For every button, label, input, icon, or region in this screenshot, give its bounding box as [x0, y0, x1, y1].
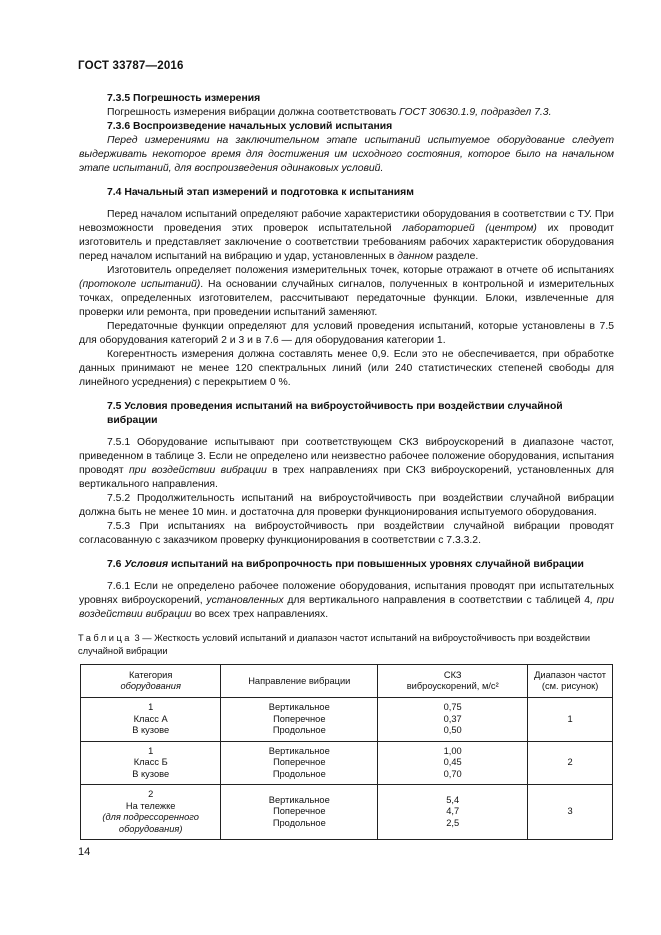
section-7-6-1: 7.6.1 Если не определено рабочее положение оборудования, испытания проводят при испытательных уровнях виброускорений, установленных для вертикального направления в соответствии с таблицей 4, при воздействии вибрации во всех трех направлениях. [79, 581, 614, 620]
cell-category: 1 Класс А В кузове [81, 698, 221, 742]
cell-directions: Вертикальное Поперечное Продольное [221, 741, 378, 785]
cell-directions: Вертикальное Поперечное Продольное [221, 698, 378, 742]
standard-header: ГОСТ 33787—2016 [78, 60, 184, 72]
main-text [79, 92, 615, 622]
table-caption: Таблица 3 — Жесткость условий испытаний и диапазон частот испытаний на виброустойчивость при воздействии случайной вибрации [78, 633, 591, 656]
cell-values: 1,00 0,45 0,70 [378, 741, 528, 785]
cell-range: 2 [528, 741, 613, 785]
cell-range: 1 [528, 698, 613, 742]
section-7-3-6-title: 7.3.6 Воспроизведение начальных условий испытания [107, 121, 393, 132]
section-7-4-para-3: Передаточные функции определяют для условий проведения испытаний, которые установлены в 7.5 для оборудования категорий 2 и 3 и в 7.6 — для оборудования категории 1. [79, 321, 614, 346]
section-7-4-para-1: Перед началом испытаний определяют рабочие характеристики оборудования в соответствии с ТУ. При невозможности проведения этих проверок испытательной лабораторией (центром) их проводит изготовитель и представляет заключение о соответствии требованиям рабочих характеристик оборудования перед началом испытаний на вибрацию и удар, установленных в данном разделе. [79, 209, 615, 262]
cell-values: 5,4 4,7 2,5 [378, 785, 528, 840]
cell-category: 2 На тележке (для подрессоренного оборудования) [81, 785, 221, 840]
table-row [81, 698, 613, 742]
header-rms: СКЗ виброускорений, м/с² [378, 665, 528, 698]
section-7-3-6-text: Перед измерениями на заключительном этапе испытаний испытуемое оборудование следует выдерживать некоторое время для достижения им исходного состояния, которое было на начальном этапе испытаний, для воспроизведения одинаковых условий. [79, 135, 614, 174]
table-3 [80, 664, 613, 840]
section-7-6-title: 7.6 Условия испытаний на вибропрочность при повышенных уровнях случайной вибрации [107, 559, 584, 570]
table-row [81, 741, 613, 785]
section-7-5-2: 7.5.2 Продолжительность испытаний на виброустойчивость при воздействии случайной вибрации должна быть не менее 10 мин. и достаточна для проверки функционирования испытуемого оборудования. [79, 493, 614, 518]
section-7-4-para-4: Когерентность измерения должна составлять менее 0,9. Если это не обеспечивается, при обработке данных принимают не менее 120 спектральных линий (или 240 статистических степеней свободы для линейного усреднения) с перекрытием 0 %. [79, 349, 614, 388]
section-7-4-para-2: Изготовитель определяет положения измерительных точек, которые отражают в отчете об испытаниях (протоколе испытаний). На основании случайных сигналов, полученных в контрольной и измерительных точках, определенных изготовителем, рассчитывают передаточные функции. Блоки, извлеченные для проверки или ремонта, при проведении испытаний заменяют. [79, 265, 614, 318]
section-7-5-1: 7.5.1 Оборудование испытывают при соответствующем СКЗ виброускорений в диапазоне частот, приведенном в таблице 3. Если не определено или неизвестно рабочее положение оборудования, испытания проводят при воздействии вибрации в трех направлениях при СКЗ виброускорений, установленных для вертикального направления. [79, 437, 614, 490]
cell-values: 0,75 0,37 0,50 [378, 698, 528, 742]
page-number: 14 [78, 846, 91, 858]
section-7-3-5-text: Погрешность измерения вибрации должна соответствовать ГОСТ 30630.1.9, подраздел 7.3. [107, 107, 552, 118]
cell-range: 3 [528, 785, 613, 840]
header-direction: Направление вибрации [221, 665, 378, 698]
header-category: Категория оборудования [81, 665, 221, 698]
section-7-5-3: 7.5.3 При испытаниях на виброустойчивость при воздействии случайной вибрации проводят согласованную с заказчиком проверку функционирования в соответствии с 7.3.3.2. [79, 521, 614, 546]
table-header-row [81, 665, 613, 698]
section-7-3-5-title: 7.3.5 Погрешность измерения [107, 93, 261, 104]
cell-category: 1 Класс Б В кузове [81, 741, 221, 785]
table-row [81, 785, 613, 840]
section-7-5-title: 7.5 Условия проведения испытаний на виброустойчивость при воздействии случайной вибрации [107, 401, 563, 426]
cell-directions: Вертикальное Поперечное Продольное [221, 785, 378, 840]
header-frequency-range: Диапазон частот (см. рисунок) [528, 665, 613, 698]
section-7-4-title: 7.4 Начальный этап измерений и подготовка к испытаниям [107, 187, 414, 198]
